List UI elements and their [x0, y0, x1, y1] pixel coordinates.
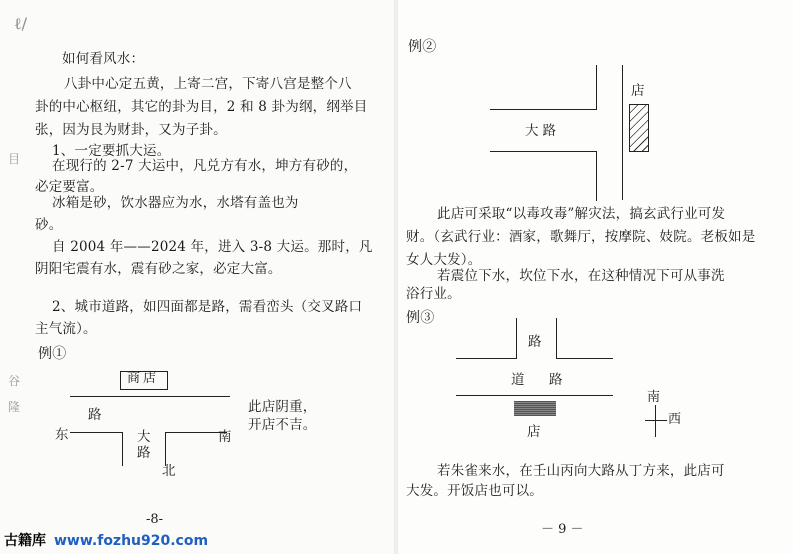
- road-branch-left-edge: [122, 432, 123, 466]
- paragraph-line: 若震位下水，坎位下水，在这种情况下可从事洗: [437, 268, 725, 284]
- book-gutter: [394, 0, 398, 554]
- shop-label: 商店: [127, 371, 160, 386]
- site-url[interactable]: www.fozhu920.com: [54, 533, 209, 549]
- road-top-right-edge: [556, 358, 613, 359]
- compass-west: 西: [668, 412, 682, 427]
- paragraph-line: 财。（玄武行业：酒家，歌舞厅，按摩院、妓院。老板如是: [406, 229, 756, 245]
- road-branch-right-edge: [165, 432, 166, 466]
- main-road-label-2: 路: [137, 445, 151, 461]
- example-label: 例③: [406, 310, 435, 326]
- compass-horizontal-axis: [645, 420, 667, 421]
- example-label: 例①: [38, 346, 67, 362]
- paragraph-line: 自 2004 年——2024 年，进入 3-8 大运。那时，凡: [52, 239, 373, 255]
- road-bottom-edge: [490, 151, 597, 152]
- scan-mark: 谷: [8, 374, 21, 388]
- paragraph-line: 主气流）。: [35, 321, 97, 337]
- scan-mark: ℓ/: [14, 14, 28, 33]
- page-number: -8-: [146, 512, 164, 527]
- compass-vertical-axis: [655, 405, 656, 437]
- page-number: － 9 －: [541, 522, 584, 537]
- road-label: 路: [88, 407, 102, 423]
- main-road-label-1: 大: [137, 429, 151, 445]
- paragraph-line: 阴阳宅震有水，震有砂之家，必定大富。: [35, 261, 282, 277]
- road-top-edge: [490, 109, 597, 110]
- paragraph-line: 八卦中心定五黄，上寄二宫，下寄八宫是整个八: [64, 76, 352, 92]
- paragraph-line: 卦的中心枢纽，其它的卦为目，2 和 8 卦为纲，纲举目: [35, 99, 368, 115]
- road-label: 道: [511, 372, 525, 388]
- paragraph-line: 如何看风水：: [62, 51, 145, 67]
- paragraph-line: 女人大发）。: [406, 252, 482, 268]
- shop-label: 店: [631, 83, 645, 99]
- road-bottom-left-edge: [70, 432, 122, 433]
- direction-east: 东: [55, 427, 69, 443]
- compass-south: 南: [647, 390, 661, 405]
- scan-mark: 隆: [8, 400, 21, 414]
- paragraph-line: 在现行的 2-7 大运中，凡兑方有水，坤方有砂的，: [52, 158, 358, 174]
- road-bottom-edge: [456, 395, 613, 396]
- road-label: 路: [549, 372, 563, 388]
- road-vertical-edge: [596, 151, 597, 201]
- paragraph-line: 砂。: [35, 217, 63, 233]
- paragraph-line: 浴行业。: [406, 286, 461, 302]
- site-watermark: [4, 530, 208, 550]
- section-heading: 1、一定要抓大运。: [52, 143, 171, 159]
- section-heading: 2、城市道路，如四面都是路，需看峦头（交叉路口: [52, 299, 363, 315]
- shop-hatched-box: [629, 104, 649, 152]
- road-branch-left-edge: [516, 318, 517, 358]
- paragraph-line: 必定要富。: [35, 179, 104, 195]
- shop-label: 店: [527, 424, 541, 440]
- note-line: 此店阴重，: [248, 399, 317, 415]
- paragraph-line: 张，因为艮为财卦，又为子卦。: [35, 122, 227, 138]
- road-vertical-edge: [596, 65, 597, 109]
- shop-filled-box: [514, 401, 556, 416]
- paragraph-line: 若朱雀来水，在壬山丙向大路从丁方来，此店可: [437, 463, 725, 479]
- site-name: 古籍库: [4, 533, 46, 549]
- road-branch-right-edge: [556, 318, 557, 358]
- road-top-left-edge: [456, 358, 517, 359]
- paragraph-line: 此店可采取“以毒攻毒”解灾法，搞玄武行业可发: [437, 206, 726, 222]
- example-label: 例②: [408, 39, 437, 55]
- note-line: 开店不吉。: [248, 417, 317, 433]
- paragraph-line: 大发。开饭店也可以。: [406, 483, 543, 499]
- road-top-edge: [70, 396, 230, 397]
- scan-mark: 目: [8, 152, 21, 166]
- road-right-edge: [622, 65, 623, 200]
- road-label: 路: [528, 334, 542, 350]
- direction-north: 北: [162, 463, 176, 479]
- direction-south: 南: [218, 429, 232, 445]
- main-road-label: 大路: [525, 123, 560, 139]
- paragraph-line: 冰箱是砂，饮水器应为水，水塔有盖也为: [52, 195, 299, 211]
